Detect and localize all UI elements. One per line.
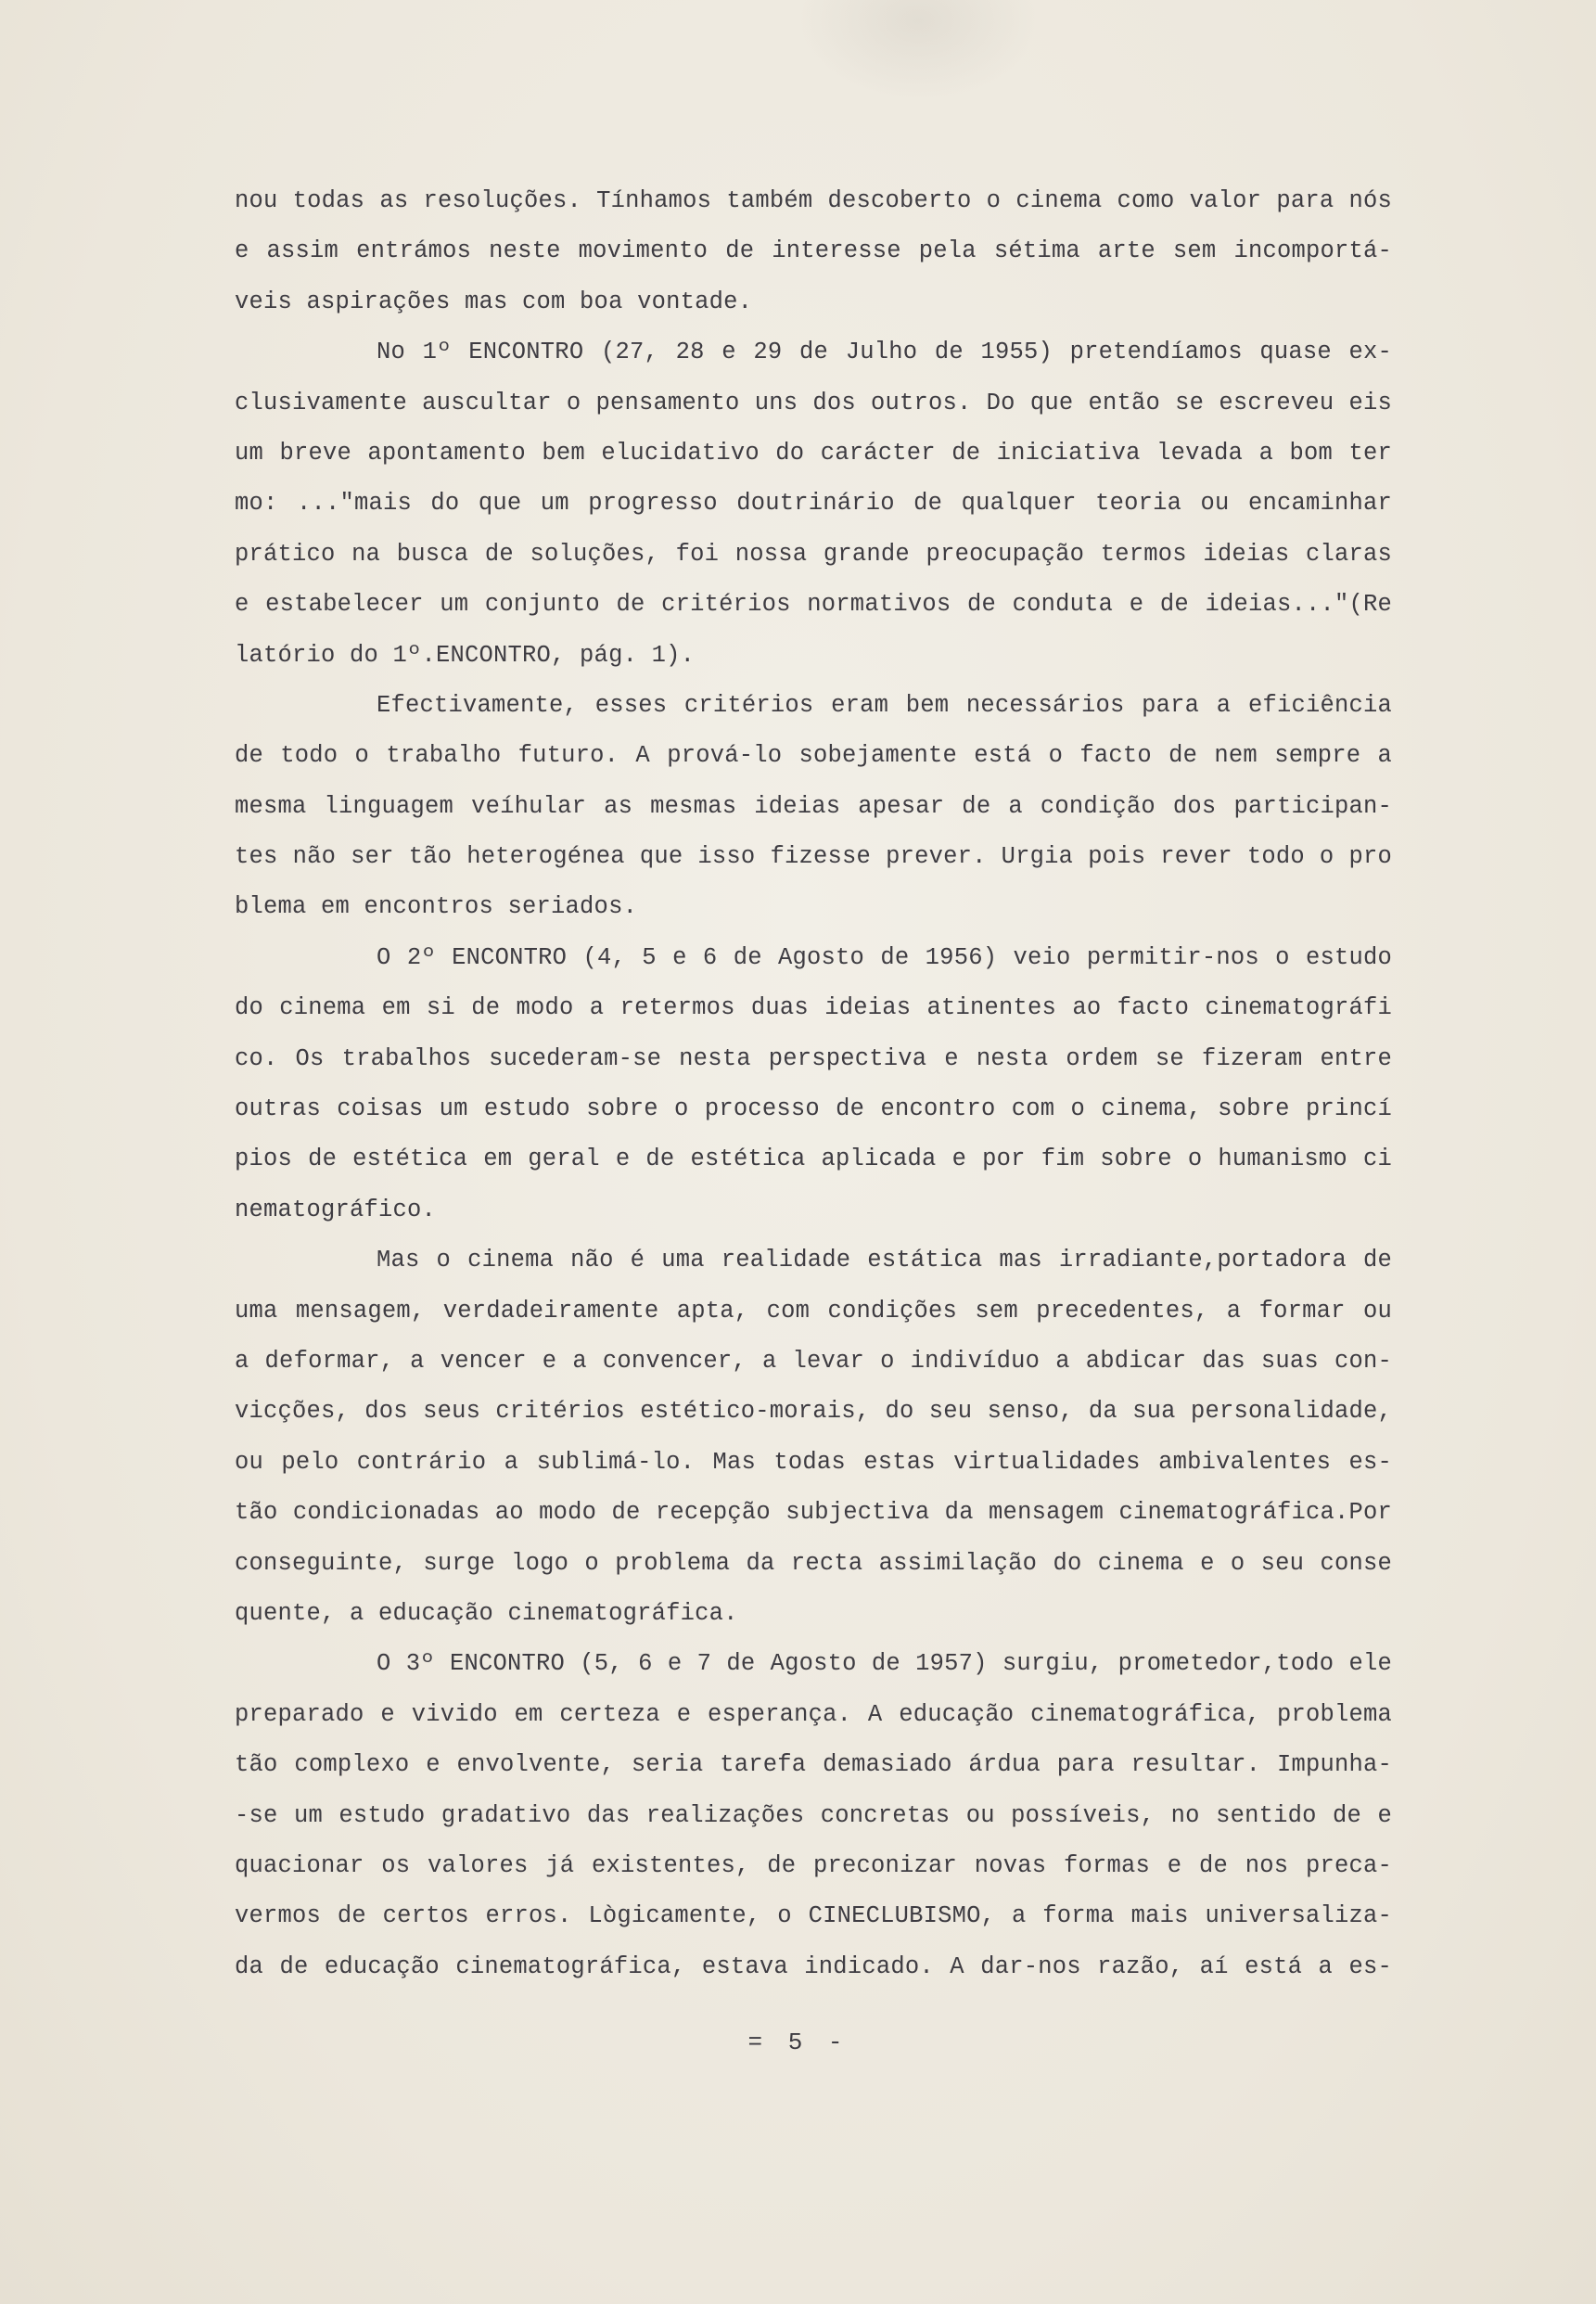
text-line: No 1º ENCONTRO (27, 28 e 29 de Julho de 1955) pretendíamos quase ex- [377,339,1392,366]
text-line: do cinema em si de modo a retermos duas ideias atinentes ao facto cinematográfi [235,994,1392,1022]
text-line: uma mensagem, verdadeiramente apta, com condições sem precedentes, a formar ou [235,1297,1392,1325]
text-line: nematográfico. [235,1196,437,1223]
text-line: e assim entrámos neste movimento de interesse pela sétima arte sem incomportá- [235,237,1392,265]
text-line: quacionar os valores já existentes, de preconizar novas formas e de nos preca- [235,1851,1392,1879]
text-line: mo: ..."mais do que um progresso doutrinário de qualquer teoria ou encaminhar [235,490,1392,518]
text-line: e estabelecer um conjunto de critérios normativos de conduta e de ideias..."(Re [235,591,1392,619]
text-line: pios de estética em geral e de estética aplicada e por fim sobre o humanismo ci [235,1146,1392,1173]
text-line: Mas o cinema não é uma realidade estática mas irradiante,portadora de [377,1247,1392,1274]
text-line: tão complexo e envolvente, seria tarefa demasiado árdua para resultar. Impunha- [235,1751,1392,1779]
text-line: da de educação cinematográfica, estava indicado. A dar-nos razão, aí está a es- [235,1952,1392,1980]
text-line: prático na busca de soluções, foi nossa grande preocupação termos ideias claras [235,540,1392,568]
page-number: = 5 - [747,2029,849,2056]
text-line: veis aspirações mas com boa vontade. [235,288,753,315]
text-line: quente, a educação cinematográfica. [235,1599,738,1627]
text-line: co. Os trabalhos sucederam-se nesta perspectiva e nesta ordem se fizeram entre [235,1044,1392,1072]
ink-bleed-mark [798,0,1039,102]
text-line: blema em encontros seriados. [235,893,638,921]
text-line: de todo o trabalho futuro. A prová-lo sobejamente está o facto de nem sempre a [235,742,1392,770]
text-line: latório do 1º.ENCONTRO, pág. 1). [235,641,696,669]
text-line: O 3º ENCONTRO (5, 6 e 7 de Agosto de 1957) surgiu, prometedor,todo ele [377,1650,1392,1678]
text-line: nou todas as resoluções. Tínhamos também descoberto o cinema como valor para nós [235,187,1392,214]
text-line: mesma linguagem veíhular as mesmas ideias apesar de a condição dos participan- [235,792,1392,820]
text-line: um breve apontamento bem elucidativo do carácter de iniciativa levada a bom ter [235,439,1392,467]
text-line: outras coisas um estudo sobre o processo de encontro com o cinema, sobre princí [235,1095,1392,1123]
text-line: a deformar, a vencer e a convencer, a levar o indivíduo a abdicar das suas con- [235,1347,1392,1375]
text-line: O 2º ENCONTRO (4, 5 e 6 de Agosto de 1956) veio permitir-nos o estudo [377,943,1392,971]
text-line: ou pelo contrário a sublimá-lo. Mas todas estas virtualidades ambivalentes es- [235,1448,1392,1476]
body-text [235,176,1392,1992]
text-line: Efectivamente, esses critérios eram bem necessários para a eficiência [377,691,1392,719]
text-line: conseguinte, surge logo o problema da recta assimilação do cinema e o seu conse [235,1549,1392,1577]
text-line: tes não ser tão heterogénea que isso fizesse prever. Urgia pois rever todo o pro [235,843,1392,871]
text-line: tão condicionadas ao modo de recepção subjectiva da mensagem cinematográfica.Por [235,1499,1392,1527]
text-line: clusivamente auscultar o pensamento uns dos outros. Do que então se escreveu eis [235,389,1392,416]
text-line: -se um estudo gradativo das realizações concretas ou possíveis, no sentido de e [235,1801,1392,1829]
text-line: vermos de certos erros. Lògicamente, o CINECLUBISMO, a forma mais universaliza- [235,1902,1392,1930]
text-line: preparado e vivido em certeza e esperança. A educação cinematográfica, problema [235,1700,1392,1728]
text-line: vicções, dos seus critérios estético-morais, do seu senso, da sua personalidade, [235,1398,1392,1426]
